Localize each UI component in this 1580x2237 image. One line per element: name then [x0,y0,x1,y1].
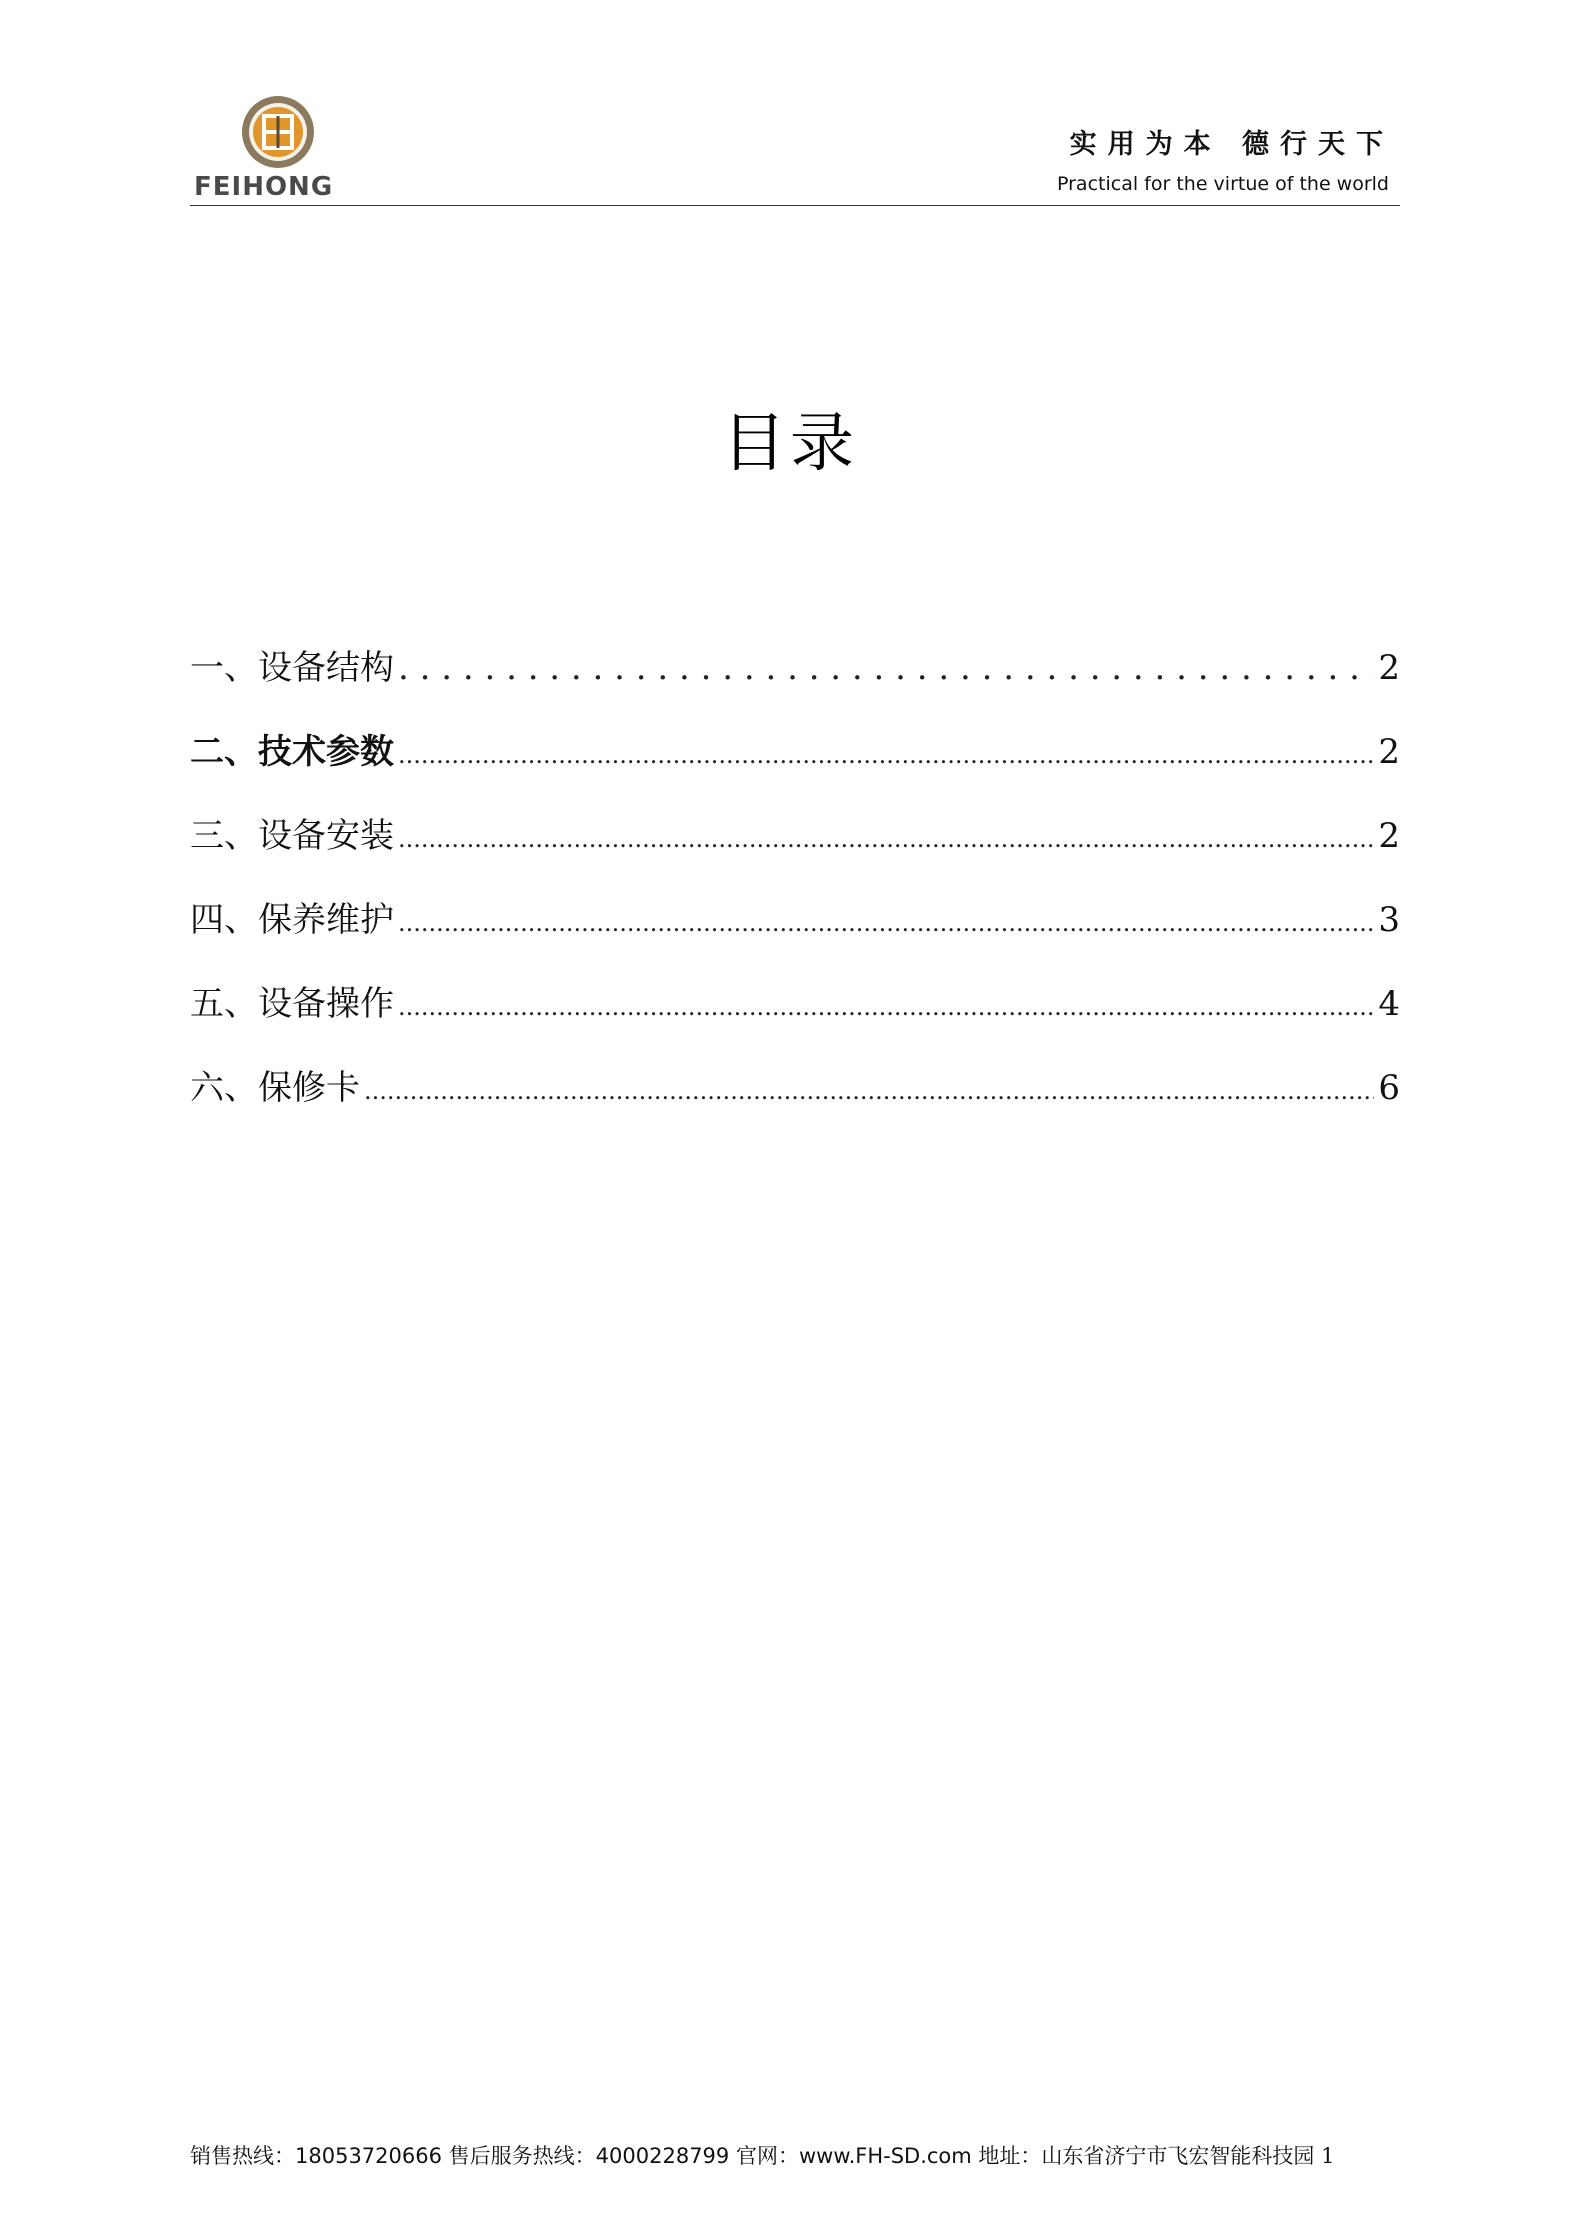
footer-address-label: 地址： [978,2144,1042,2168]
toc-page-number: 4 [1378,984,1400,1024]
toc-page-number: 3 [1378,900,1400,940]
toc-dot-leader [398,732,1374,772]
feihong-logo-icon [240,94,316,170]
footer-address: 山东省济宁市飞宏智能科技园 [1041,2144,1315,2168]
page-footer [190,2140,1400,2170]
toc-entry-label: 五、设备操作 [190,984,394,1024]
toc-entry-2[interactable] [190,724,1400,808]
slogan-chinese: 实用为本 德行天下 [1069,129,1394,160]
toc-entry-6[interactable] [190,1060,1400,1144]
toc-page-number: 2 [1378,732,1400,772]
footer-sales-phone: 18053720666 [295,2144,442,2168]
toc-dot-leader [398,984,1374,1024]
toc-entry-1[interactable] [190,640,1400,724]
logo-text: FEIHONG [194,172,334,202]
footer-sales-label: 销售热线： [190,2144,295,2168]
toc-entry-label: 二、技术参数 [190,732,394,772]
toc-entry-label: 一、设备结构 [190,648,394,688]
toc-entry-5[interactable] [190,976,1400,1060]
toc-page-number: 2 [1378,816,1400,856]
header-divider [190,205,1400,206]
toc-dot-leader [398,900,1374,940]
toc-dot-leader [398,648,1374,688]
toc-entry-4[interactable] [190,892,1400,976]
toc-page-number: 2 [1378,648,1400,688]
toc-entry-3[interactable] [190,808,1400,892]
footer-service-phone: 4000228799 [595,2144,730,2168]
page-header [190,92,1400,206]
footer-service-label: 售后服务热线： [448,2144,596,2168]
toc-page-number: 6 [1378,1068,1400,1108]
toc-dot-leader [398,816,1374,856]
footer-website-label: 官网： [735,2144,799,2168]
toc-entry-label: 六、保修卡 [190,1068,360,1108]
toc-dot-leader [364,1068,1374,1108]
toc-entry-label: 三、设备安装 [190,816,394,856]
footer-website-link[interactable]: www.FH-SD.com [798,2144,972,2168]
slogan-english: Practical for the virtue of the world [1057,173,1389,195]
page-title: 目录 [722,407,858,481]
table-of-contents [190,640,1400,1144]
footer-page-number: 1 [1321,2144,1335,2168]
toc-entry-label: 四、保养维护 [190,900,394,940]
